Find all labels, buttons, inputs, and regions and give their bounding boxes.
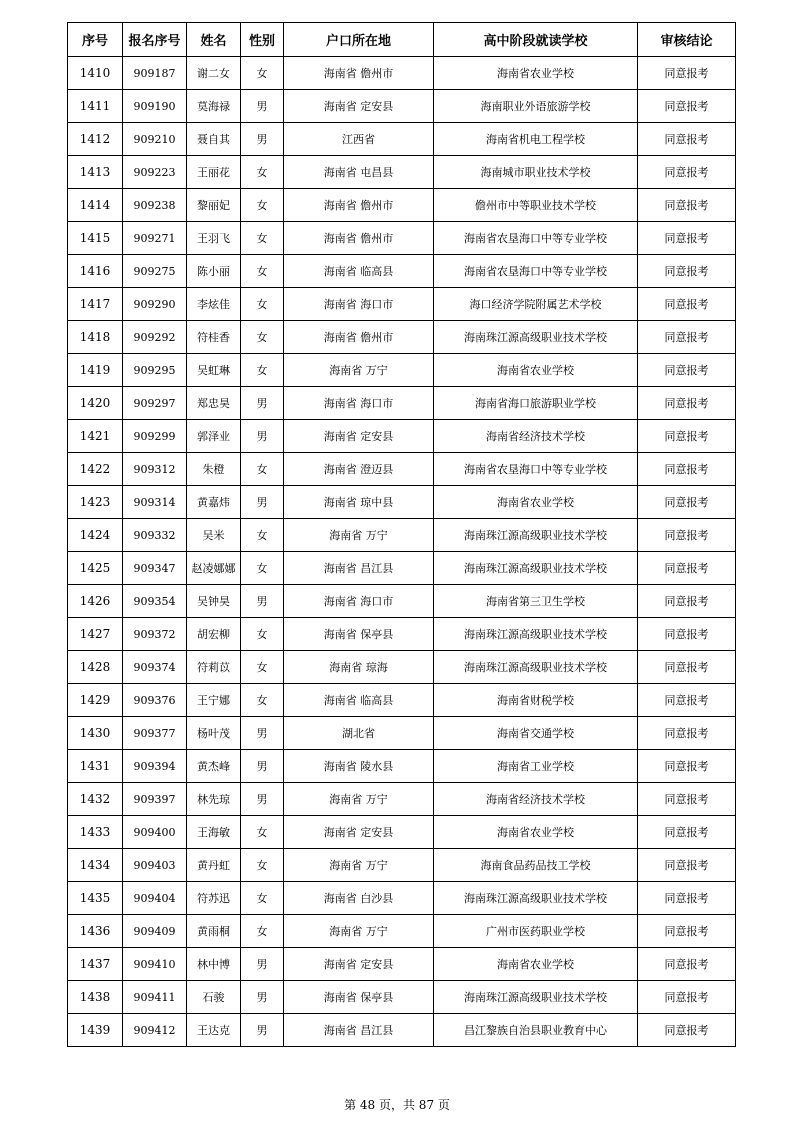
school-cell: 海南省机电工程学校: [434, 123, 638, 156]
reg-no-cell: 909372: [123, 618, 187, 651]
result-cell: 同意报考: [638, 453, 736, 486]
reg-no-cell: 909376: [123, 684, 187, 717]
name-cell: 符桂香: [187, 321, 241, 354]
name-cell: 郭泽业: [187, 420, 241, 453]
hukou-cell: 海南省 澄迈县: [284, 453, 434, 486]
hukou-cell: 海南省 保亭县: [284, 618, 434, 651]
result-cell: 同意报考: [638, 717, 736, 750]
reg-no-cell: 909412: [123, 1014, 187, 1047]
hukou-cell: 海南省 海口市: [284, 585, 434, 618]
gender-cell: 女: [241, 57, 284, 90]
seq-cell: 1425: [68, 552, 123, 585]
name-cell: 杨叶茂: [187, 717, 241, 750]
reg-no-cell: 909292: [123, 321, 187, 354]
result-cell: 同意报考: [638, 684, 736, 717]
school-cell: 海南省海口旅游职业学校: [434, 387, 638, 420]
reg-no-cell: 909312: [123, 453, 187, 486]
name-cell: 王羽飞: [187, 222, 241, 255]
name-cell: 吴钟昊: [187, 585, 241, 618]
seq-cell: 1422: [68, 453, 123, 486]
school-cell: 海南省第三卫生学校: [434, 585, 638, 618]
hukou-cell: 海南省 万宁: [284, 519, 434, 552]
hukou-cell: 海南省 万宁: [284, 915, 434, 948]
seq-cell: 1418: [68, 321, 123, 354]
gender-cell: 女: [241, 849, 284, 882]
gender-cell: 男: [241, 783, 284, 816]
table-row: [68, 849, 736, 882]
school-cell: 海南省农业学校: [434, 816, 638, 849]
result-cell: 同意报考: [638, 321, 736, 354]
seq-cell: 1426: [68, 585, 123, 618]
table-row: [68, 552, 736, 585]
hukou-cell: 海南省 儋州市: [284, 321, 434, 354]
name-cell: 王达克: [187, 1014, 241, 1047]
col-hukou-header: 户口所在地: [284, 23, 434, 57]
seq-cell: 1411: [68, 90, 123, 123]
school-cell: 海南省交通学校: [434, 717, 638, 750]
table-row: [68, 882, 736, 915]
gender-cell: 女: [241, 915, 284, 948]
name-cell: 吴米: [187, 519, 241, 552]
hukou-cell: 海南省 屯昌县: [284, 156, 434, 189]
hukou-cell: 海南省 万宁: [284, 849, 434, 882]
school-cell: 海南省农垦海口中等专业学校: [434, 255, 638, 288]
reg-no-cell: 909223: [123, 156, 187, 189]
name-cell: 郑忠昊: [187, 387, 241, 420]
name-cell: 符苏迅: [187, 882, 241, 915]
gender-cell: 男: [241, 948, 284, 981]
gender-cell: 女: [241, 816, 284, 849]
school-cell: 海南省经济技术学校: [434, 783, 638, 816]
name-cell: 林中博: [187, 948, 241, 981]
table-row: [68, 90, 736, 123]
seq-cell: 1428: [68, 651, 123, 684]
school-cell: 海南食品药品技工学校: [434, 849, 638, 882]
school-cell: 海南职业外语旅游学校: [434, 90, 638, 123]
table-row: [68, 750, 736, 783]
result-cell: 同意报考: [638, 57, 736, 90]
table-row: [68, 156, 736, 189]
result-cell: 同意报考: [638, 123, 736, 156]
name-cell: 赵凌娜娜: [187, 552, 241, 585]
result-cell: 同意报考: [638, 387, 736, 420]
school-cell: 海南城市职业技术学校: [434, 156, 638, 189]
hukou-cell: 海南省 儋州市: [284, 189, 434, 222]
result-cell: 同意报考: [638, 651, 736, 684]
reg-no-cell: 909404: [123, 882, 187, 915]
seq-cell: 1416: [68, 255, 123, 288]
reg-no-cell: 909314: [123, 486, 187, 519]
reg-no-cell: 909347: [123, 552, 187, 585]
result-cell: 同意报考: [638, 222, 736, 255]
seq-cell: 1438: [68, 981, 123, 1014]
gender-cell: 女: [241, 354, 284, 387]
name-cell: 黄嘉炜: [187, 486, 241, 519]
gender-cell: 女: [241, 618, 284, 651]
seq-cell: 1432: [68, 783, 123, 816]
gender-cell: 女: [241, 453, 284, 486]
applicant-table: [67, 22, 736, 1047]
hukou-cell: 海南省 儋州市: [284, 57, 434, 90]
seq-cell: 1414: [68, 189, 123, 222]
seq-cell: 1420: [68, 387, 123, 420]
result-cell: 同意报考: [638, 486, 736, 519]
reg-no-cell: 909374: [123, 651, 187, 684]
reg-no-cell: 909409: [123, 915, 187, 948]
table-row: [68, 684, 736, 717]
gender-cell: 女: [241, 156, 284, 189]
school-cell: 海南珠江源高级职业技术学校: [434, 552, 638, 585]
col-gender-header: 性别: [241, 23, 284, 57]
name-cell: 石骏: [187, 981, 241, 1014]
school-cell: 海南珠江源高级职业技术学校: [434, 981, 638, 1014]
result-cell: 同意报考: [638, 618, 736, 651]
table-body: [68, 57, 736, 1047]
name-cell: 朱橙: [187, 453, 241, 486]
hukou-cell: 海南省 定安县: [284, 948, 434, 981]
result-cell: 同意报考: [638, 552, 736, 585]
reg-no-cell: 909403: [123, 849, 187, 882]
gender-cell: 女: [241, 519, 284, 552]
table-row: [68, 981, 736, 1014]
gender-cell: 女: [241, 882, 284, 915]
school-cell: 海口经济学院附属艺术学校: [434, 288, 638, 321]
seq-cell: 1419: [68, 354, 123, 387]
reg-no-cell: 909410: [123, 948, 187, 981]
seq-cell: 1427: [68, 618, 123, 651]
table-row: [68, 222, 736, 255]
table-row: [68, 717, 736, 750]
hukou-cell: 湖北省: [284, 717, 434, 750]
seq-cell: 1433: [68, 816, 123, 849]
seq-cell: 1439: [68, 1014, 123, 1047]
seq-cell: 1413: [68, 156, 123, 189]
reg-no-cell: 909400: [123, 816, 187, 849]
seq-cell: 1410: [68, 57, 123, 90]
col-result-header: 审核结论: [638, 23, 736, 57]
reg-no-cell: 909411: [123, 981, 187, 1014]
name-cell: 符莉苡: [187, 651, 241, 684]
name-cell: 聂自其: [187, 123, 241, 156]
seq-cell: 1415: [68, 222, 123, 255]
hukou-cell: 海南省 琼中县: [284, 486, 434, 519]
reg-no-cell: 909238: [123, 189, 187, 222]
school-cell: 海南珠江源高级职业技术学校: [434, 321, 638, 354]
seq-cell: 1421: [68, 420, 123, 453]
gender-cell: 女: [241, 651, 284, 684]
gender-cell: 男: [241, 585, 284, 618]
result-cell: 同意报考: [638, 750, 736, 783]
hukou-cell: 海南省 临高县: [284, 684, 434, 717]
gender-cell: 女: [241, 321, 284, 354]
name-cell: 黄杰峰: [187, 750, 241, 783]
table-row: [68, 123, 736, 156]
table-row: [68, 57, 736, 90]
school-cell: 海南省农业学校: [434, 354, 638, 387]
result-cell: 同意报考: [638, 816, 736, 849]
school-cell: 广州市医药职业学校: [434, 915, 638, 948]
table-row: [68, 915, 736, 948]
hukou-cell: 海南省 海口市: [284, 288, 434, 321]
school-cell: 海南珠江源高级职业技术学校: [434, 882, 638, 915]
reg-no-cell: 909190: [123, 90, 187, 123]
reg-no-cell: 909271: [123, 222, 187, 255]
reg-no-cell: 909290: [123, 288, 187, 321]
school-cell: 海南珠江源高级职业技术学校: [434, 651, 638, 684]
table-row: [68, 189, 736, 222]
table-row: [68, 651, 736, 684]
hukou-cell: 海南省 万宁: [284, 354, 434, 387]
hukou-cell: 海南省 白沙县: [284, 882, 434, 915]
table-row: [68, 486, 736, 519]
reg-no-cell: 909187: [123, 57, 187, 90]
gender-cell: 男: [241, 387, 284, 420]
gender-cell: 男: [241, 486, 284, 519]
reg-no-cell: 909332: [123, 519, 187, 552]
hukou-cell: 海南省 定安县: [284, 90, 434, 123]
table-row: [68, 420, 736, 453]
table-row: [68, 585, 736, 618]
table-row: [68, 354, 736, 387]
school-cell: 儋州市中等职业技术学校: [434, 189, 638, 222]
reg-no-cell: 909297: [123, 387, 187, 420]
seq-cell: 1412: [68, 123, 123, 156]
gender-cell: 男: [241, 123, 284, 156]
table-row: [68, 1014, 736, 1047]
seq-cell: 1435: [68, 882, 123, 915]
hukou-cell: 海南省 儋州市: [284, 222, 434, 255]
gender-cell: 女: [241, 222, 284, 255]
table-row: [68, 321, 736, 354]
gender-cell: 男: [241, 1014, 284, 1047]
name-cell: 王丽花: [187, 156, 241, 189]
name-cell: 胡宏柳: [187, 618, 241, 651]
hukou-cell: 海南省 琼海: [284, 651, 434, 684]
school-cell: 海南珠江源高级职业技术学校: [434, 618, 638, 651]
school-cell: 海南省财税学校: [434, 684, 638, 717]
table-row: [68, 453, 736, 486]
seq-cell: 1430: [68, 717, 123, 750]
school-cell: 海南省工业学校: [434, 750, 638, 783]
hukou-cell: 海南省 昌江县: [284, 552, 434, 585]
gender-cell: 女: [241, 288, 284, 321]
hukou-cell: 海南省 陵水县: [284, 750, 434, 783]
result-cell: 同意报考: [638, 519, 736, 552]
hukou-cell: 海南省 定安县: [284, 420, 434, 453]
hukou-cell: 海南省 定安县: [284, 816, 434, 849]
name-cell: 黄雨桐: [187, 915, 241, 948]
col-seq-header: 序号: [68, 23, 123, 57]
reg-no-cell: 909299: [123, 420, 187, 453]
result-cell: 同意报考: [638, 981, 736, 1014]
name-cell: 王宁娜: [187, 684, 241, 717]
hukou-cell: 海南省 临高县: [284, 255, 434, 288]
hukou-cell: 海南省 海口市: [284, 387, 434, 420]
school-cell: 海南珠江源高级职业技术学校: [434, 519, 638, 552]
result-cell: 同意报考: [638, 915, 736, 948]
name-cell: 陈小丽: [187, 255, 241, 288]
result-cell: 同意报考: [638, 156, 736, 189]
result-cell: 同意报考: [638, 354, 736, 387]
school-cell: 海南省农业学校: [434, 57, 638, 90]
table-row: [68, 618, 736, 651]
school-cell: 海南省农垦海口中等专业学校: [434, 222, 638, 255]
gender-cell: 男: [241, 750, 284, 783]
col-name-header: 姓名: [187, 23, 241, 57]
name-cell: 李炫佳: [187, 288, 241, 321]
result-cell: 同意报考: [638, 255, 736, 288]
reg-no-cell: 909397: [123, 783, 187, 816]
result-cell: 同意报考: [638, 882, 736, 915]
name-cell: 吴虹琳: [187, 354, 241, 387]
reg-no-cell: 909210: [123, 123, 187, 156]
table-row: [68, 816, 736, 849]
seq-cell: 1434: [68, 849, 123, 882]
name-cell: 黄丹虹: [187, 849, 241, 882]
name-cell: 林先琼: [187, 783, 241, 816]
seq-cell: 1436: [68, 915, 123, 948]
gender-cell: 女: [241, 255, 284, 288]
seq-cell: 1431: [68, 750, 123, 783]
hukou-cell: 海南省 保亭县: [284, 981, 434, 1014]
result-cell: 同意报考: [638, 1014, 736, 1047]
table-row: [68, 255, 736, 288]
col-reg-no-header: 报名序号: [123, 23, 187, 57]
result-cell: 同意报考: [638, 948, 736, 981]
table-header-row: [68, 23, 736, 57]
gender-cell: 男: [241, 717, 284, 750]
result-cell: 同意报考: [638, 783, 736, 816]
result-cell: 同意报考: [638, 189, 736, 222]
seq-cell: 1437: [68, 948, 123, 981]
school-cell: 海南省经济技术学校: [434, 420, 638, 453]
school-cell: 海南省农垦海口中等专业学校: [434, 453, 638, 486]
gender-cell: 女: [241, 189, 284, 222]
table-row: [68, 948, 736, 981]
reg-no-cell: 909354: [123, 585, 187, 618]
gender-cell: 男: [241, 420, 284, 453]
name-cell: 黎丽妃: [187, 189, 241, 222]
reg-no-cell: 909295: [123, 354, 187, 387]
table-row: [68, 387, 736, 420]
gender-cell: 女: [241, 684, 284, 717]
reg-no-cell: 909394: [123, 750, 187, 783]
gender-cell: 女: [241, 552, 284, 585]
seq-cell: 1424: [68, 519, 123, 552]
gender-cell: 男: [241, 90, 284, 123]
hukou-cell: 海南省 昌江县: [284, 1014, 434, 1047]
result-cell: 同意报考: [638, 849, 736, 882]
hukou-cell: 海南省 万宁: [284, 783, 434, 816]
gender-cell: 男: [241, 981, 284, 1014]
school-cell: 海南省农业学校: [434, 486, 638, 519]
reg-no-cell: 909275: [123, 255, 187, 288]
table-row: [68, 288, 736, 321]
table-row: [68, 783, 736, 816]
col-school-header: 高中阶段就读学校: [434, 23, 638, 57]
seq-cell: 1429: [68, 684, 123, 717]
school-cell: 海南省农业学校: [434, 948, 638, 981]
page-number: 第 48 页，共 87 页: [344, 1098, 450, 1112]
table-row: [68, 519, 736, 552]
reg-no-cell: 909377: [123, 717, 187, 750]
school-cell: 昌江黎族自治县职业教育中心: [434, 1014, 638, 1047]
name-cell: 王海敏: [187, 816, 241, 849]
result-cell: 同意报考: [638, 585, 736, 618]
result-cell: 同意报考: [638, 90, 736, 123]
name-cell: 莫海禄: [187, 90, 241, 123]
seq-cell: 1417: [68, 288, 123, 321]
result-cell: 同意报考: [638, 420, 736, 453]
seq-cell: 1423: [68, 486, 123, 519]
name-cell: 谢二女: [187, 57, 241, 90]
hukou-cell: 江西省: [284, 123, 434, 156]
result-cell: 同意报考: [638, 288, 736, 321]
